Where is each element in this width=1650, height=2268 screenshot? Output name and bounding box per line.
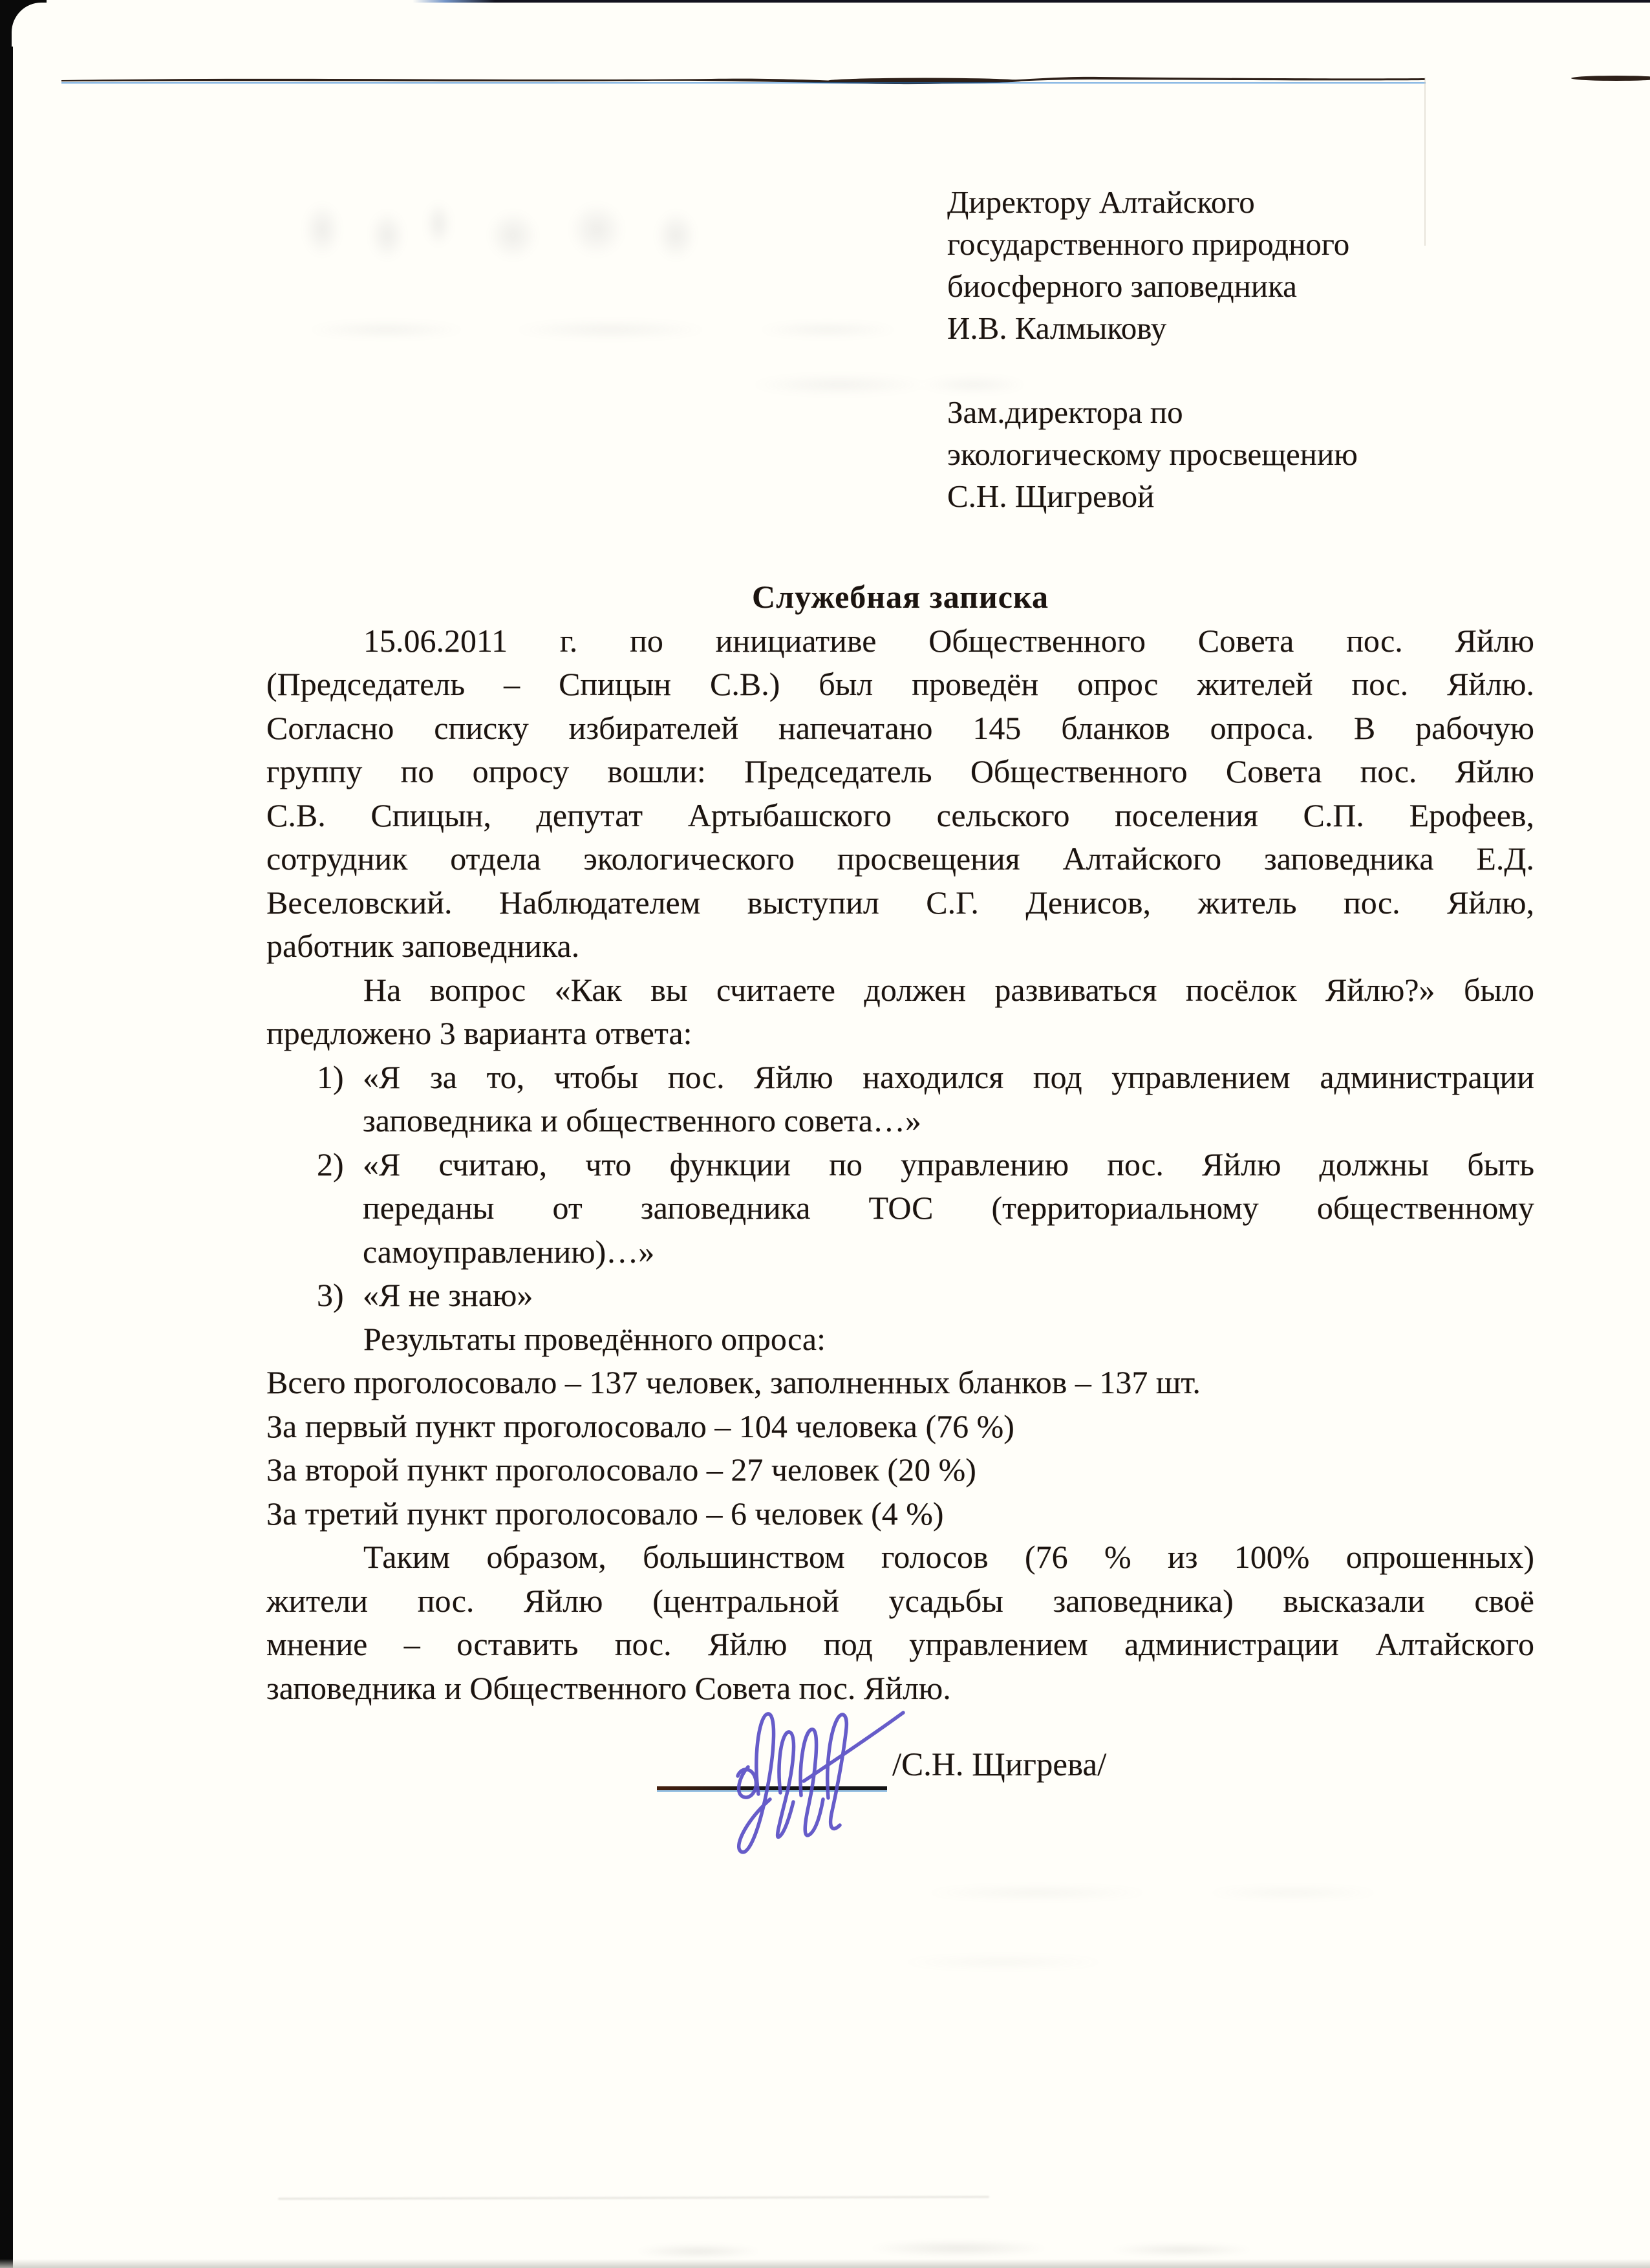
list-item-line: самоуправлению)…» [363, 1233, 655, 1270]
memo-body [266, 575, 1534, 1710]
list-item-line: заповедника и общественного совета…» [363, 1102, 921, 1139]
paragraph-line: заповедника и Общественного Совета пос. Яйлю. [266, 1669, 951, 1706]
results-line: Всего проголосовало – 137 человек, заполненных бланков – 137 шт. [266, 1364, 1201, 1400]
list-item-line [317, 1056, 1534, 1100]
paragraph-line: С.В. Спицын, депутат Артыбашского сельского поселения С.П. Ерофеев, [266, 797, 1534, 833]
list-item-line: переданы от заповедника ТОС (территориальному общественному [363, 1190, 1534, 1226]
paragraph-line: жители пос. Яйлю (центральной усадьбы заповедника) высказали своё [266, 1582, 1534, 1619]
handwritten-signature [721, 1691, 915, 1878]
paper-fold-line [0, 72, 1650, 89]
list-item-marker: 3) [317, 1277, 344, 1313]
bleedthrough-smudge [841, 1949, 1203, 1975]
list-item-marker: 2) [317, 1146, 344, 1182]
scanner-edge-bottom [0, 2259, 1650, 2268]
paragraph-line: (Председатель – Спицын С.В.) был проведён опрос жителей пос. Яйлю. [266, 666, 1534, 702]
scanner-edge-top [0, 0, 1650, 3]
list-item-text: «Я считаю, что функции по управлению пос. Яйлю должны быть [363, 1146, 1534, 1182]
list-item-text: «Я не знаю» [363, 1277, 533, 1313]
bleedthrough-smudge [294, 171, 760, 288]
paper-fold-line-bottom [278, 2196, 989, 2200]
recipient-line: И.В. Калмыкову [947, 310, 1167, 346]
paragraph-line: 15.06.2011 г. по инициативе Общественного Совета пос. Яйлю [363, 622, 1534, 659]
memo-title: Служебная записка [752, 579, 1049, 615]
paragraph-line: работник заповедника. [266, 928, 580, 964]
results-line: За второй пункт проголосовало – 27 человек (20 %) [266, 1451, 976, 1488]
results-heading: Результаты проведённого опроса: [363, 1320, 826, 1357]
paragraph-line: На вопрос «Как вы считаете должен развиваться посёлок Яйлю?» было [363, 971, 1534, 1008]
paragraph-line: Согласно списку избирателей напечатано 145 бланков опроса. В рабочую [266, 709, 1534, 746]
recipient-line: экологическому просвещению [947, 436, 1358, 472]
bleedthrough-smudge [866, 1878, 1435, 1907]
paragraph-line: мнение – оставить пос. Яйлю под управлением администрации Алтайского [266, 1626, 1534, 1662]
paragraph-line: Веселовский. Наблюдателем выступил С.Г. Денисов, житель пос. Яйлю, [266, 884, 1534, 921]
recipient-line: С.Н. Щигревой [947, 478, 1155, 514]
recipient-line: государственного природного [947, 226, 1350, 262]
paragraph-line: сотрудник отдела экологического просвещения Алтайского заповедника Е.Д. [266, 840, 1534, 877]
signature-name: /С.Н. Щигрева/ [892, 1747, 1107, 1783]
list-item-line [317, 1143, 1534, 1187]
paragraph-line: Таким образом, большинством голосов (76 % из 100% опрошенных) [363, 1539, 1534, 1575]
recipient-line: Директору Алтайского [947, 184, 1255, 220]
recipient-line: биосферного заповедника [947, 268, 1297, 304]
list-item-text: «Я за то, чтобы пос. Яйлю находился под управлением администрации [363, 1058, 1534, 1095]
scanner-edge-left [0, 0, 13, 2268]
recipient-line-blank [947, 349, 1477, 391]
paragraph-line: группу по опросу вошли: Председатель Общественного Совета пос. Яйлю [266, 753, 1534, 789]
recipient-block [947, 181, 1477, 517]
bleedthrough-smudge [284, 304, 963, 356]
list-item-line [317, 1274, 1534, 1318]
paragraph-line: предложено 3 варианта ответа: [266, 1015, 692, 1051]
results-line: За третий пункт проголосовало – 6 человек (4 %) [266, 1495, 944, 1532]
list-item-marker: 1) [317, 1058, 344, 1095]
recipient-line: Зам.директора по [947, 394, 1183, 430]
results-line: За первый пункт проголосовало – 104 человека (76 %) [266, 1407, 1014, 1444]
